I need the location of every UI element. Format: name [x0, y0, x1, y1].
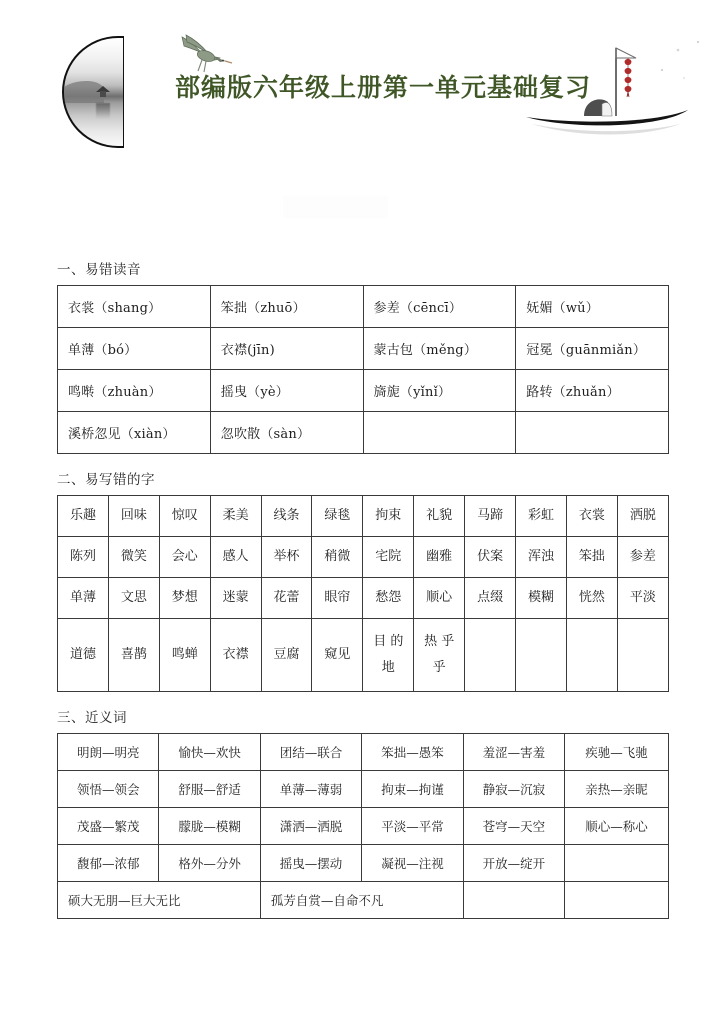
char-cell: 乐趣 — [58, 496, 109, 537]
synonym-cell: 朦胧—模糊 — [159, 808, 260, 845]
char-cell: 模糊 — [516, 578, 567, 619]
table-row — [58, 370, 669, 412]
pinyin-cell: 忽吹散（sàn） — [210, 412, 363, 454]
section-characters — [0, 468, 724, 692]
char-cell-empty — [465, 619, 516, 692]
char-cell: 惊叹 — [159, 496, 210, 537]
synonym-cell: 平淡—平常 — [362, 808, 463, 845]
ink-boat-with-lanterns-icon — [512, 34, 712, 149]
char-cell: 浑浊 — [516, 537, 567, 578]
char-cell: 点缀 — [465, 578, 516, 619]
section-heading-characters: 二、易写错的字 — [57, 472, 155, 488]
section-synonyms — [0, 706, 724, 919]
section-heading-pinyin: 一、易错读音 — [57, 262, 141, 278]
char-cell: 豆腐 — [261, 619, 312, 692]
char-cell: 马蹄 — [465, 496, 516, 537]
char-cell: 鸣蝉 — [159, 619, 210, 692]
char-cell: 喜鹊 — [108, 619, 159, 692]
synonym-cell: 舒服—舒适 — [159, 771, 260, 808]
synonym-cell: 静寂—沉寂 — [463, 771, 564, 808]
table-row — [58, 619, 669, 692]
table-row — [58, 328, 669, 370]
synonym-cell: 亲热—亲昵 — [565, 771, 669, 808]
synonym-cell: 疾驰—飞驰 — [565, 734, 669, 771]
table-row — [58, 496, 669, 537]
pinyin-cell: 衣裳（shang） — [58, 286, 211, 328]
table-row — [58, 286, 669, 328]
synonym-cell-empty — [565, 845, 669, 882]
char-cell: 梦想 — [159, 578, 210, 619]
synonym-cell: 馥郁—浓郁 — [58, 845, 159, 882]
pinyin-cell-empty — [363, 412, 516, 454]
synonym-cell: 格外—分外 — [159, 845, 260, 882]
pinyin-cell: 冠冕（guānmiǎn） — [516, 328, 669, 370]
char-cell: 单薄 — [58, 578, 109, 619]
char-cell: 幽雅 — [414, 537, 465, 578]
pinyin-cell: 蒙古包（měng） — [363, 328, 516, 370]
char-cell: 陈列 — [58, 537, 109, 578]
char-cell: 窥见 — [312, 619, 363, 692]
synonym-cell: 愉快—欢快 — [159, 734, 260, 771]
char-cell: 笨拙 — [566, 537, 617, 578]
synonym-cell: 单薄—薄弱 — [260, 771, 361, 808]
char-cell: 伏案 — [465, 537, 516, 578]
table-row — [58, 578, 669, 619]
char-cell: 感人 — [210, 537, 261, 578]
synonym-cell: 顺心—称心 — [565, 808, 669, 845]
char-cell: 顺心 — [414, 578, 465, 619]
page-title: 部编版六年级上册第一单元基础复习 — [175, 73, 592, 102]
section-heading-synonyms: 三、近义词 — [57, 710, 127, 726]
pinyin-cell-empty — [516, 412, 669, 454]
char-cell: 道德 — [58, 619, 109, 692]
char-cell: 彩虹 — [516, 496, 567, 537]
char-cell: 热 乎 乎 — [414, 619, 465, 692]
worksheet-body — [0, 170, 724, 919]
char-cell-empty — [617, 619, 668, 692]
idiom-cell: 孤芳自赏—自命不凡 — [260, 882, 463, 919]
char-cell: 洒脱 — [617, 496, 668, 537]
char-cell: 举杯 — [261, 537, 312, 578]
idiom-cell: 硕大无朋—巨大无比 — [58, 882, 261, 919]
synonym-cell: 团结—联合 — [260, 734, 361, 771]
char-cell: 绿毯 — [312, 496, 363, 537]
idiom-cell-empty — [463, 882, 564, 919]
char-cell-empty — [516, 619, 567, 692]
medallion-reflection — [96, 103, 110, 119]
char-cell: 平淡 — [617, 578, 668, 619]
pinyin-cell: 单薄（bó） — [58, 328, 211, 370]
table-row — [58, 845, 669, 882]
synonym-cell: 羞涩—害羞 — [463, 734, 564, 771]
char-cell: 稍微 — [312, 537, 363, 578]
synonym-cell: 茂盛—繁茂 — [58, 808, 159, 845]
char-cell: 愁怨 — [363, 578, 414, 619]
table-row — [58, 537, 669, 578]
char-cell: 眼帘 — [312, 578, 363, 619]
table-row — [58, 412, 669, 454]
pinyin-cell: 参差（cēncī） — [363, 286, 516, 328]
char-cell: 文思 — [108, 578, 159, 619]
ink-landscape-medallion-icon — [62, 36, 124, 148]
char-cell: 宅院 — [363, 537, 414, 578]
pinyin-cell: 旖旎（yǐnǐ） — [363, 370, 516, 412]
synonym-cell: 凝视—注视 — [362, 845, 463, 882]
idiom-cell-empty — [565, 882, 669, 919]
char-cell: 礼貌 — [414, 496, 465, 537]
pinyin-cell: 妩媚（wǔ） — [516, 286, 669, 328]
char-cell: 柔美 — [210, 496, 261, 537]
char-cell: 回味 — [108, 496, 159, 537]
char-cell: 恍然 — [566, 578, 617, 619]
section-pinyin — [0, 258, 724, 454]
pinyin-cell: 笨拙（zhuō） — [210, 286, 363, 328]
table-row — [58, 882, 669, 919]
table-row — [58, 734, 669, 771]
pinyin-table — [57, 285, 669, 454]
synonym-cell: 潇洒—洒脱 — [260, 808, 361, 845]
char-cell: 目 的 地 — [363, 619, 414, 692]
characters-table — [57, 495, 669, 692]
char-cell: 会心 — [159, 537, 210, 578]
pinyin-cell: 鸣啭（zhuàn） — [58, 370, 211, 412]
header-banner — [0, 0, 724, 170]
pinyin-cell: 溪桥忽见（xiàn） — [58, 412, 211, 454]
synonym-cell: 苍穹—天空 — [463, 808, 564, 845]
table-row — [58, 808, 669, 845]
synonyms-table — [57, 733, 669, 919]
char-cell: 衣裳 — [566, 496, 617, 537]
synonym-cell: 明朗—明亮 — [58, 734, 159, 771]
synonym-cell: 开放—绽开 — [463, 845, 564, 882]
table-row — [58, 771, 669, 808]
medallion-arc — [62, 36, 124, 148]
synonym-cell: 领悟—领会 — [58, 771, 159, 808]
synonym-cell: 摇曳—摆动 — [260, 845, 361, 882]
char-cell: 微笑 — [108, 537, 159, 578]
char-cell: 拘束 — [363, 496, 414, 537]
char-cell: 线条 — [261, 496, 312, 537]
char-cell-empty — [566, 619, 617, 692]
synonym-cell: 笨拙—愚笨 — [362, 734, 463, 771]
pinyin-cell: 路转（zhuǎn） — [516, 370, 669, 412]
synonym-cell: 拘束—拘谨 — [362, 771, 463, 808]
char-cell: 花蕾 — [261, 578, 312, 619]
char-cell: 迷蒙 — [210, 578, 261, 619]
pinyin-cell: 衣襟(jīn) — [210, 328, 363, 370]
char-cell: 衣襟 — [210, 619, 261, 692]
medallion-pagoda — [95, 86, 111, 97]
pinyin-cell: 摇曳（yè） — [210, 370, 363, 412]
char-cell: 参差 — [617, 537, 668, 578]
